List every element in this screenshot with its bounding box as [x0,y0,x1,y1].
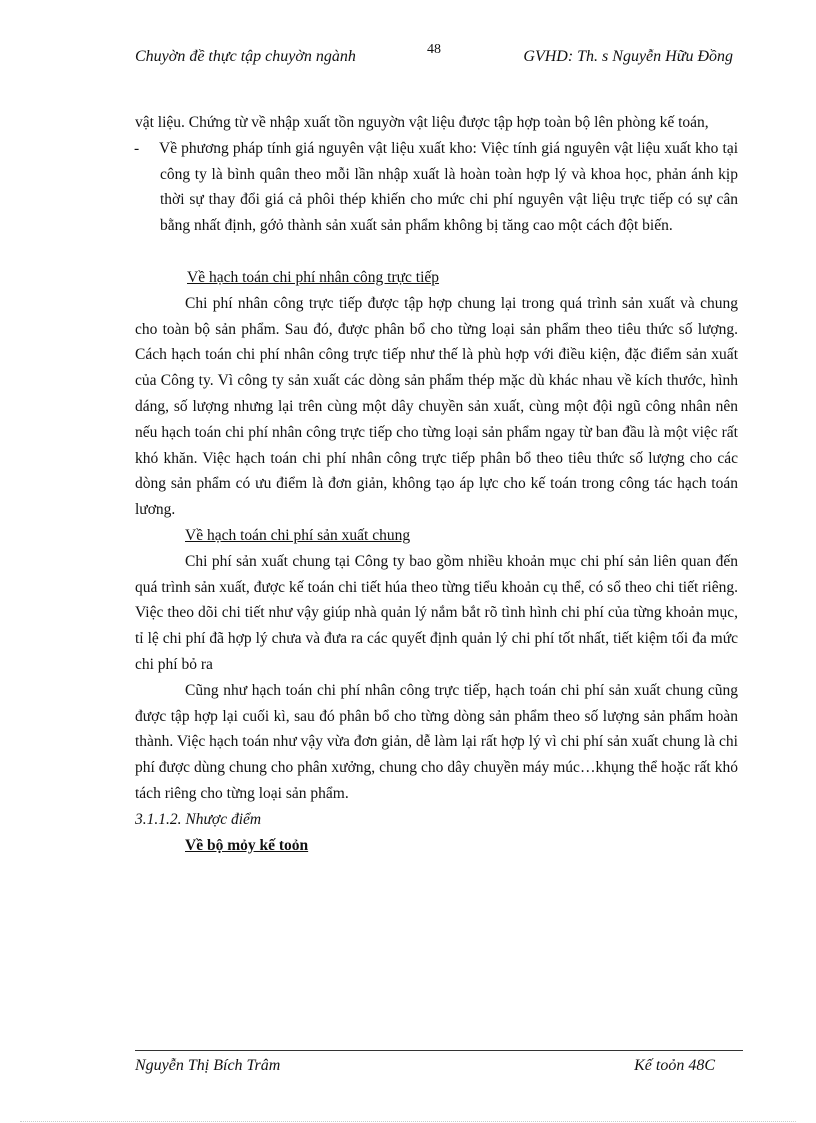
heading-direct-labor-text: Về hạch toán chi phí nhân công trực tiếp [187,268,440,286]
heading-accounting-apparatus: Về bộ mỏy kế toỏn [185,836,309,854]
heading-direct-labor [135,265,738,291]
page-footer [135,1050,743,1074]
heading-overhead [135,523,738,549]
paragraph-3: Chi phí nhân công trực tiếp được tập hợp chung lại trong quá trình sản xuất và chung cho toàn bộ sản phẩm. Sau đó, được phân bổ cho từng loại sản phẩm theo tiêu thức số lượng. Cách hạch toán chi phí nhân công trực tiếp như thế là phù hợp với điều kiện, đặc điểm sản xuất của Công ty. Vì công ty sản xuất các dòng sản phẩm thép mặc dù khác nhau về kích thước, hình dáng, số lượng nhưng lại trên cùng một dây chuyền sản xuất, cùng một đội ngũ công nhân nên nếu hạch toán chi phí nhân công trực tiếp cho từng loại sản phẩm ngay từ ban đầu là một việc rất khó khăn. Việc hạch toán chi phí nhân công trực tiếp phân bổ theo tiêu thức số lượng cho các dòng sản phẩm có ưu điểm là đơn giản, không tạo áp lực cho kế toán trong công tác hạch toán lương. [135,294,738,519]
page-number: 48 [427,42,441,57]
paragraph-1: vật liệu. Chứng từ về nhập xuất tồn nguyờn vật liệu được tập hợp toàn bộ lên phòng kế toán, [135,114,709,131]
paragraph-4: Chi phí sản xuất chung tại Công ty bao gồm nhiều khoản mục chi phí sản liên quan đến quá trình sản xuất, được kế toán chi tiết húa theo từng tiểu khoản cụ thể, có sổ theo chi tiết riêng. Việc theo dõi chi tiết như vậy giúp nhà quản lý nắm bắt rõ tình hình chi phí của từng khoản mục, tỉ lệ chi phí đã hợp lý chưa và đưa ra các quyết định quản lý chi phí tốt nhất, tiết kiệm tối đa mức chi phí bỏ ra [135,552,738,673]
header-supervisor: GVHD: Th. s Nguyễn Hữu Đồng [523,48,733,65]
footer-author: Nguyễn Thị Bích Trâm [135,1057,281,1074]
header-report-title: Chuyờn đề thực tập chuyờn ngành [135,48,356,65]
paragraph-2: Về phương pháp tính giá nguyên vật liệu xuất kho: Việc tính giá nguyên vật liệu xuất kho tại công ty là bình quân theo mỗi lần nhập xuất là hoàn toàn hợp lý và khoa học, phản ánh kịp thời sự thay đổi giá cả phôi thép khiến cho mức chi phí nguyên vật liệu trực tiếp có sự cân bằng nhất định, gớỏ thành sản xuất sản phẩm không bị tăng cao một cách đột biến. [159,139,738,235]
heading-overhead-text: Về hạch toán chi phí sản xuất chung [185,526,411,544]
page-body [135,110,738,858]
footer-class: Kế toỏn 48C [634,1057,715,1074]
page-edge-divider [20,1121,796,1122]
paragraph-5: Cũng như hạch toán chi phí nhân công trực tiếp, hạch toán chi phí sản xuất chung cũng được tập hợp lại cuối kì, sau đó phân bổ cho từng dòng sản phẩm theo số lượng sản phẩm hoàn thành. Việc hạch toán như vậy vừa đơn giản, dễ làm lại rất hợp lý vì chi phí sản xuất chung là chi phí được dùng chung cho phân xưởng, chung cho dây chuyền máy múc…khụng thể hoặc rất khó tách riêng cho từng loại sản phẩm. [135,681,738,802]
subsection-title: 3.1.1.2. Nhược điểm [135,810,262,828]
page-header [135,42,743,72]
dash-marker: - [134,139,140,157]
paragraph-2-bullet [135,136,738,239]
